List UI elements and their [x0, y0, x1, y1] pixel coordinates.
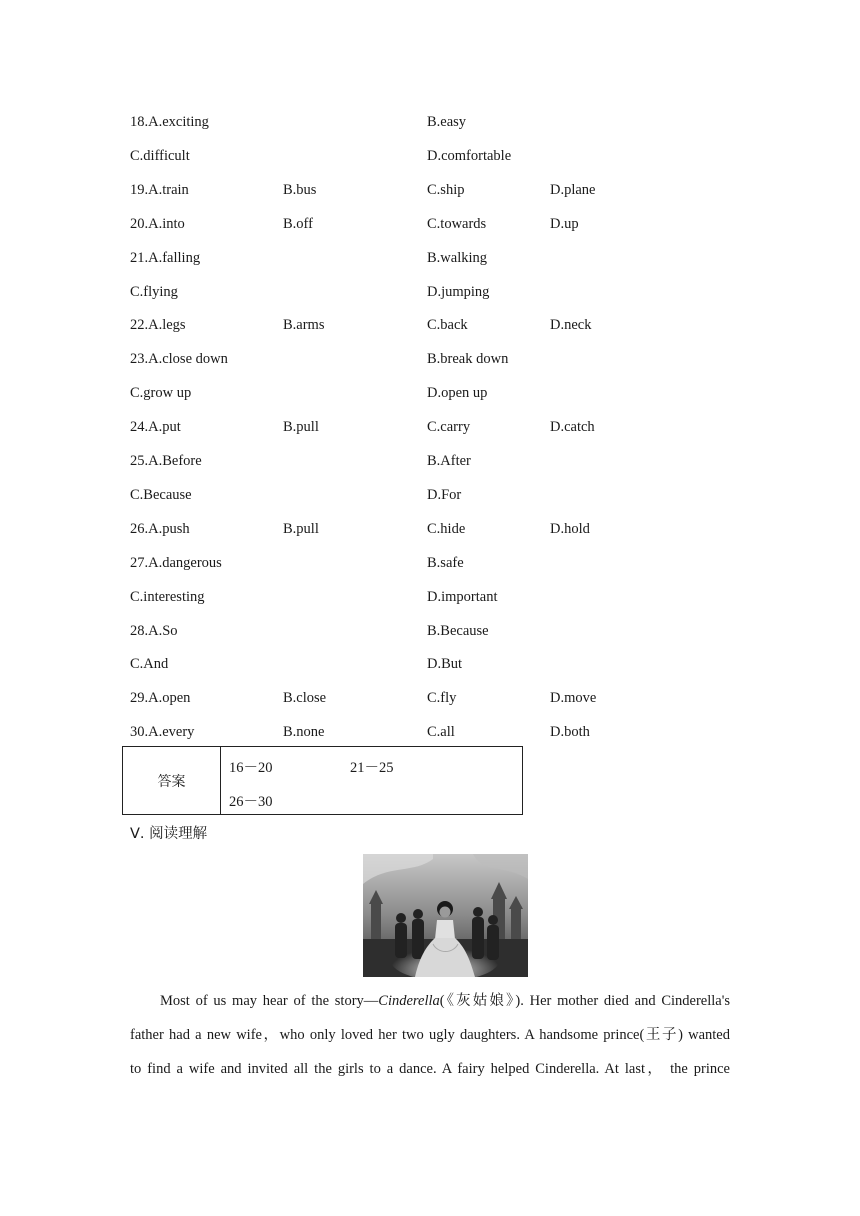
option-text: 27.A.dangerous [130, 554, 222, 571]
option-text: B.none [283, 724, 325, 741]
option-text: B.close [283, 690, 327, 707]
table-divider [220, 747, 221, 814]
option-text: C.hide [427, 520, 466, 537]
option-text: D.open up [427, 385, 488, 402]
option-text: C.interesting [130, 588, 205, 605]
option-text: 30.A.every [130, 724, 195, 741]
option-text: 19.A.train [130, 181, 189, 198]
option-text: 20.A.into [130, 215, 185, 232]
option-text: B.walking [427, 249, 488, 266]
option-text: C.towards [427, 215, 487, 232]
option-text: C.ship [427, 181, 465, 198]
option-text: C.fly [427, 690, 457, 707]
option-text: 18.A.exciting [130, 114, 209, 130]
option-text: 24.A.put [130, 419, 181, 436]
option-text: C.grow up [130, 385, 192, 402]
option-text: D.move [550, 690, 597, 707]
option-text: D.For [427, 486, 462, 503]
option-text: B.After [427, 453, 471, 469]
option-text: D.But [427, 656, 463, 673]
answer-label: 答案 [157, 773, 186, 790]
option-text: C.And [130, 656, 169, 673]
option-text: D.both [550, 724, 590, 741]
answer-range-16-20: 16－20 [229, 760, 273, 776]
option-text: 22.A.legs [130, 317, 186, 334]
option-text: D.catch [550, 419, 595, 436]
option-text: C.difficult [130, 147, 190, 164]
answer-range-26-30: 26－30 [229, 794, 273, 810]
option-text: 21.A.falling [130, 249, 201, 266]
cinderella-photo [363, 854, 528, 977]
option-text: 23.A.close down [130, 351, 228, 368]
passage-line-2: father had a new wife，who only loved her two ugly daughters. A handsome prince(王子) wanted [130, 1027, 730, 1043]
option-text: C.Because [130, 486, 192, 503]
option-text: D.jumping [427, 283, 490, 300]
option-text: B.easy [427, 114, 467, 130]
option-text: B.pull [283, 520, 319, 537]
option-text: C.flying [130, 283, 178, 300]
section-title: Ⅴ. 阅读理解 [130, 826, 208, 842]
option-text: D.neck [550, 317, 592, 334]
option-text: B.pull [283, 419, 319, 436]
passage-line-1: Most of us may hear of the story—Cinderella(《灰姑娘》). Her mother died and Cinderella's [160, 993, 730, 1009]
option-text: 25.A.Before [130, 453, 202, 469]
reading-passage [130, 984, 730, 1086]
option-text: B.safe [427, 554, 464, 571]
option-text: D.up [550, 215, 579, 232]
option-text: C.carry [427, 419, 471, 436]
passage-line-3: to find a wife and invited all the girls to a dance. A fairy helped Cinderella. At last， the prince [130, 1061, 730, 1077]
option-text: D.important [427, 588, 498, 605]
answer-range-21-25: 21－25 [350, 760, 394, 776]
option-text: B.off [283, 215, 313, 232]
option-text: D.hold [550, 520, 590, 537]
option-text: B.bus [283, 181, 317, 198]
option-text: B.arms [283, 317, 325, 334]
option-text: 29.A.open [130, 690, 191, 707]
option-text: D.plane [550, 181, 596, 198]
option-text: 26.A.push [130, 520, 190, 537]
option-text: C.all [427, 724, 455, 741]
answer-table [122, 746, 523, 815]
option-text: D.comfortable [427, 147, 512, 164]
option-text: B.break down [427, 351, 509, 368]
option-text: C.back [427, 317, 468, 334]
option-text: 28.A.So [130, 622, 178, 639]
option-text: B.Because [427, 622, 489, 639]
